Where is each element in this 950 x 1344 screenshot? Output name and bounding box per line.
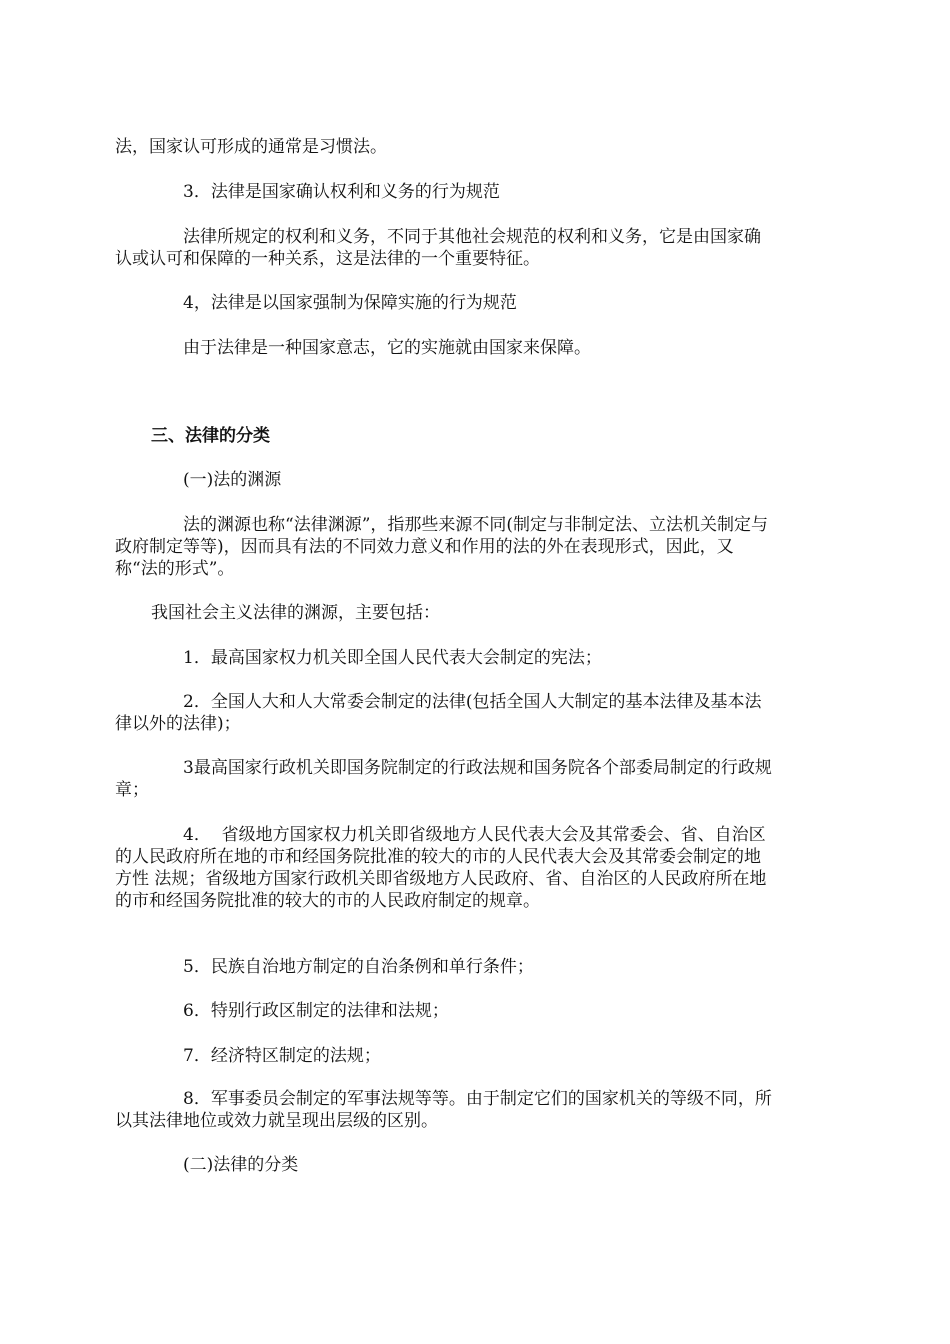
- list-item-4: 4． 省级地方国家权力机关即省级地方人民代表大会及其常委会、省、自治区的人民政府所在地的市和经国务院批准的较大的市的人民代表大会及其常委会制定的地方性 法规；省级地方国家行政机关即省级地方人民政府、省、自治区的人民政府所在地的市和经国务院批准的较大的市的人民政府制定的规章。: [115, 825, 767, 911]
- list-item-5: 5．民族自治地方制定的自治条例和单行条件；: [183, 957, 534, 977]
- paragraph-sources-definition: 法的渊源也称“法律渊源”，指那些来源不同(制定与非制定法、立法机关制定与政府制定等等)，因而具有法的不同效力意义和作用的法的外在表现形式，因此，又称“法的形式”。: [115, 515, 769, 579]
- subheading-law-classification: (二)法律的分类: [183, 1155, 299, 1175]
- list-item-3: 3最高国家行政机关即国务院制定的行政法规和国务院各个部委局制定的行政规章；: [115, 758, 772, 800]
- section-heading-classification: 三、法律的分类: [151, 426, 270, 446]
- list-item-7: 7．经济特区制定的法规；: [183, 1046, 381, 1066]
- subheading-sources-of-law: (一)法的渊源: [183, 470, 282, 490]
- paragraph-item-4-title: 4，法律是以国家强制为保障实施的行为规范: [183, 293, 517, 313]
- paragraph-sources-intro: 我国社会主义法律的渊源，主要包括：: [151, 603, 440, 623]
- list-item-2: 2．全国人大和人大常委会制定的法律(包括全国人大制定的基本法律及基本法律以外的法律)；: [115, 692, 762, 734]
- paragraph-state-will: 由于法律是一种国家意志，它的实施就由国家来保障。: [183, 338, 591, 358]
- paragraph-rights-obligations: 法律所规定的权利和义务，不同于其他社会规范的权利和义务，它是由国家确认或认可和保障的一种关系，这是法律的一个重要特征。: [115, 227, 761, 269]
- paragraph-item-3-title: 3．法律是国家确认权利和义务的行为规范: [183, 182, 500, 202]
- list-item-6: 6．特别行政区制定的法律和法规；: [183, 1001, 449, 1021]
- paragraph-customary-law: 法，国家认可形成的通常是习惯法。: [115, 137, 387, 157]
- list-item-1: 1．最高国家权力机关即全国人民代表大会制定的宪法；: [183, 648, 602, 668]
- list-item-8: 8．军事委员会制定的军事法规等等。由于制定它们的国家机关的等级不同，所以其法律地位或效力就呈现出层级的区别。: [115, 1089, 772, 1131]
